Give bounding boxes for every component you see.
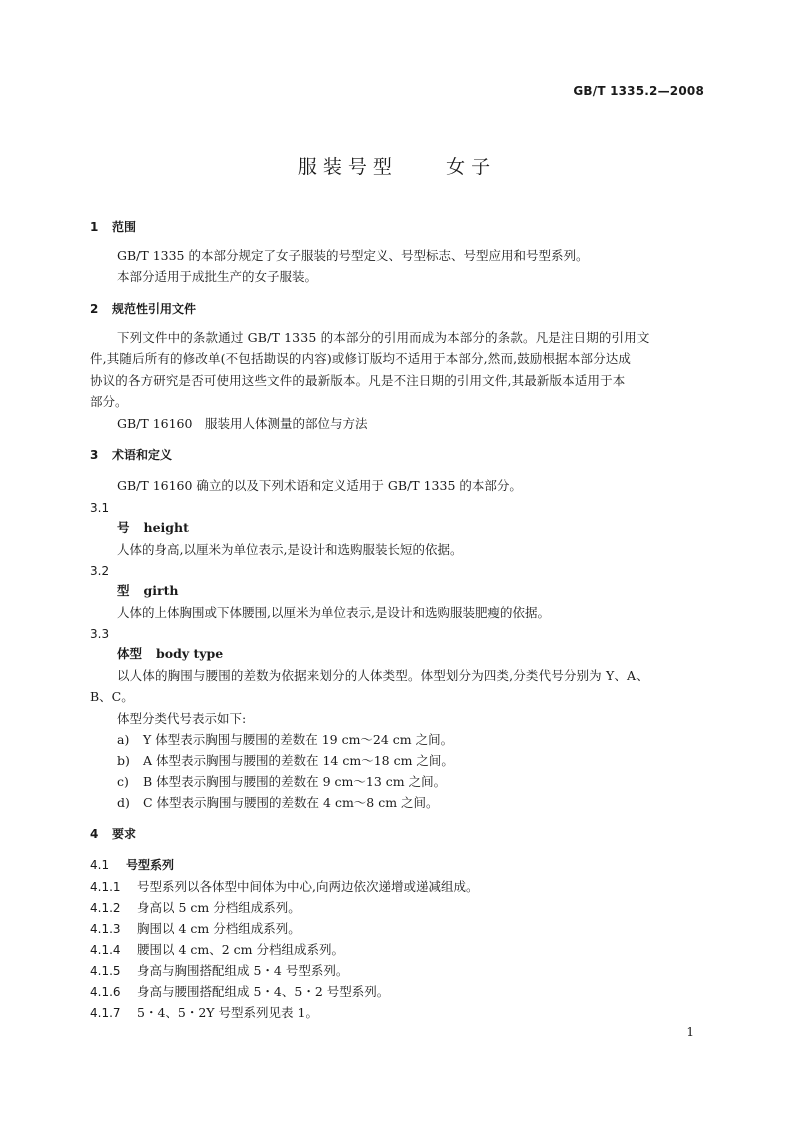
section-title: 范围 [112, 220, 137, 234]
clause-number: 4.1.2 [90, 901, 121, 915]
clause-text: 号型系列以各体型中间体为中心,向两边依次递增或递减组成。 [137, 879, 479, 894]
term-en: body type [156, 646, 224, 661]
list-marker: d) [117, 795, 130, 810]
term-en: girth [143, 583, 179, 598]
list-marker: a) [117, 732, 130, 747]
clause-text: 腰围以 4 cm、2 cm 分档组成系列。 [137, 942, 345, 957]
section-2-heading [90, 301, 196, 317]
clause [90, 921, 301, 937]
clause-number: 4.1.1 [90, 880, 121, 894]
section-number: 1 [90, 220, 99, 234]
section-number: 4 [90, 827, 99, 841]
clause-number: 4.1.5 [90, 964, 121, 978]
list-intro: 体型分类代号表示如下: [117, 711, 247, 726]
list-marker: b) [117, 753, 130, 768]
clause [90, 942, 344, 958]
clause-text: 身高以 5 cm 分档组成系列。 [137, 900, 301, 915]
term-en: height [143, 520, 189, 535]
normative-reference: GB/T 16160 服装用人体测量的部位与方法 [117, 416, 368, 431]
section-title: 要求 [112, 827, 137, 841]
section-title: 规范性引用文件 [112, 302, 197, 316]
clause-number: 4.1.4 [90, 943, 121, 957]
term-number: 3.2 [90, 564, 110, 578]
list-text: B 体型表示胸围与腰围的差数在 9 cm～13 cm 之间。 [143, 774, 447, 789]
section-3-heading [90, 447, 172, 463]
section-number: 2 [90, 302, 99, 316]
page-number: 1 [686, 1025, 694, 1039]
clause-number: 4.1.7 [90, 1006, 121, 1020]
clause-text: 身高与腰围搭配组成 5・4、5・2 号型系列。 [137, 984, 390, 999]
section-title: 术语和定义 [112, 448, 173, 462]
section-1-heading [90, 219, 136, 235]
subsection-heading [90, 857, 174, 873]
clause [90, 900, 301, 916]
clause-number: 4.1.6 [90, 985, 121, 999]
clause [90, 963, 348, 979]
paragraph-line: 下列文件中的条款通过 GB/T 1335 的本部分的引用而成为本部分的条款。凡是注日期的引用文 [117, 330, 650, 345]
subsection-number: 4.1 [90, 858, 110, 872]
clause [90, 1005, 318, 1021]
term-zh: 体型 [117, 646, 143, 661]
term-heading [117, 520, 189, 536]
paragraph: GB/T 1335 的本部分规定了女子服装的号型定义、号型标志、号型应用和号型系列。 [117, 248, 589, 263]
subsection-title: 号型系列 [126, 858, 175, 872]
list-item [117, 795, 439, 811]
term-definition: 人体的上体胸围或下体腰围,以厘米为单位表示,是设计和选购服装肥瘦的依据。 [117, 605, 550, 620]
term-number: 3.1 [90, 501, 110, 515]
clause [90, 984, 389, 1000]
section-number: 3 [90, 448, 99, 462]
clause-number: 4.1.3 [90, 922, 121, 936]
clause [90, 879, 478, 895]
term-heading [117, 583, 178, 599]
paragraph-line: 协议的各方研究是否可使用这些文件的最新版本。凡是不注日期的引用文件,其最新版本适用于本 [90, 373, 626, 388]
list-item [117, 774, 446, 790]
list-marker: c) [117, 774, 129, 789]
term-heading [117, 646, 223, 662]
clause-text: 5・4、5・2Y 号型系列见表 1。 [137, 1005, 318, 1020]
document-title: 服装号型 女子 [297, 156, 497, 178]
term-number: 3.3 [90, 627, 110, 641]
term-definition-line: B、C。 [90, 689, 134, 704]
term-definition-line: 以人体的胸围与腰围的差数为依据来划分的人体类型。体型划分为四类,分类代号分别为 Y、A、 [117, 668, 649, 683]
document-code: GB/T 1335.2—2008 [573, 84, 704, 98]
term-zh: 型 [117, 583, 130, 598]
list-item [117, 753, 454, 769]
list-text: Y 体型表示胸围与腰围的差数在 19 cm～24 cm 之间。 [143, 732, 454, 747]
clause-text: 身高与胸围搭配组成 5・4 号型系列。 [137, 963, 349, 978]
list-item [117, 732, 453, 748]
list-text: A 体型表示胸围与腰围的差数在 14 cm～18 cm 之间。 [143, 753, 454, 768]
paragraph-line: 件,其随后所有的修改单(不包括勘误的内容)或修订版均不适用于本部分,然而,鼓励根据本部分达成 [90, 351, 632, 366]
term-definition: 人体的身高,以厘米为单位表示,是设计和选购服装长短的依据。 [117, 542, 463, 557]
paragraph: 本部分适用于成批生产的女子服装。 [117, 269, 318, 284]
section-4-heading [90, 826, 136, 842]
clause-text: 胸围以 4 cm 分档组成系列。 [137, 921, 301, 936]
paragraph-line: 部分。 [90, 394, 128, 409]
list-text: C 体型表示胸围与腰围的差数在 4 cm～8 cm 之间。 [143, 795, 439, 810]
term-zh: 号 [117, 520, 130, 535]
paragraph: GB/T 16160 确立的以及下列术语和定义适用于 GB/T 1335 的本部分。 [117, 478, 522, 493]
